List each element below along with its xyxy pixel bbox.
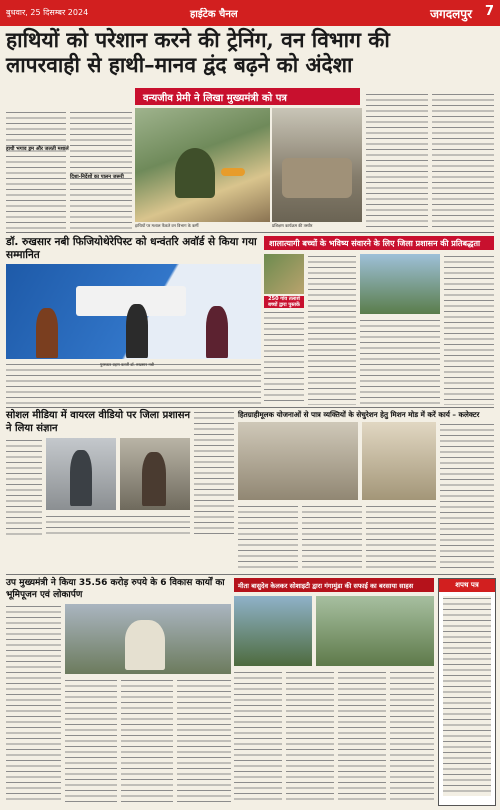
meeta-text-col2 <box>286 670 334 804</box>
affidavit-ad-title: शपथ पत्र <box>439 579 495 592</box>
social-photo-1 <box>46 438 116 510</box>
school-subhead: 250 गांव तलाशे बच्चों द्वारा पुस्तकें <box>264 296 304 308</box>
lead-photo-1 <box>135 108 270 222</box>
lead-headline-line2: लापरवाही से हाथी–मानव द्वंद बढ़ने को अंदेशा <box>6 51 353 77</box>
edition-city: जगदलपुर <box>430 7 472 21</box>
cm-text-col4 <box>177 678 231 804</box>
meeta-photo-1 <box>234 596 312 666</box>
award-photo <box>6 264 261 359</box>
cm-text-col1 <box>6 604 61 804</box>
divider <box>6 407 494 408</box>
meeta-text-col3 <box>338 670 386 804</box>
cm-text-col3 <box>121 678 173 804</box>
meeta-banner: मीता बासुदेव केलकर सोशाइटी द्वारा गंगामुंडा की सफाई का बरसाया साहस <box>234 578 434 592</box>
award-caption: पुरस्कार ग्रहण करतीं डॉ. रुखसार नबी <box>100 362 154 367</box>
cm-headline: उप मुख्यमंत्री ने किया 35.56 करोड़ रुपये के 6 विकास कार्यों का भूमिपूजन एवं लोकार्पण <box>6 578 225 600</box>
welfare-text-col3 <box>366 504 436 572</box>
welfare-photo-2 <box>362 422 436 500</box>
school-banner: शालात्यागी बच्चों के भविष्य संवारने के लिए जिला प्रशासन की प्रतिबद्धता <box>264 236 494 250</box>
social-person-2 <box>142 452 166 506</box>
cm-photo <box>65 604 231 674</box>
lead-caption-1: हाथियों पर मशाल फेंकते वन विभाग के कर्मी <box>135 223 199 228</box>
meeta-text-col1 <box>234 670 282 804</box>
award-person-2 <box>126 304 148 358</box>
meeta-photo-2 <box>316 596 434 666</box>
affidavit-ad-text <box>443 596 491 796</box>
welfare-headline: हितग्राहीमूलक योजनाओं से पात्र व्यक्तियों के सेचुरेशन हेतु मिशन मोड में करें कार्य – कलेक्टर <box>238 410 480 419</box>
school-list <box>444 254 494 405</box>
social-headline: सोशल मीडिया में वायरल वीडियो पर जिला प्रशासन ने लिया संज्ञान <box>6 410 191 434</box>
masthead-bar <box>0 0 500 26</box>
lead-subhead-2: दिशा-निर्देशों का पालन जरूरी <box>70 174 124 180</box>
lead-caption-2: प्रशिक्षण कार्यक्रम की तस्वीर <box>272 223 313 228</box>
award-person-3 <box>206 306 228 358</box>
award-person-1 <box>36 308 58 358</box>
lead-headline <box>6 28 494 78</box>
divider <box>6 232 494 233</box>
award-text <box>6 362 261 404</box>
social-text-col2 <box>46 514 190 538</box>
lead-photo-1-figure <box>175 148 215 198</box>
lead-photo-1-torch <box>221 168 245 176</box>
award-headline: डॉ. रुखसार नबी फिजियोथेरेपिस्ट को धन्वंतरि अवॉर्ड से किया गया सम्मानित <box>6 236 257 261</box>
paper-name: हाईटेक चैनल <box>190 9 238 20</box>
page-number: 7 <box>484 4 494 19</box>
lead-text-col3 <box>366 92 428 230</box>
affidavit-ad <box>438 578 496 806</box>
cm-text-col2 <box>65 678 117 804</box>
meeta-text-col4 <box>390 670 434 804</box>
divider <box>6 574 494 575</box>
issue-date: बुधवार, 25 दिसम्बर 2024 <box>6 8 89 17</box>
lead-subhead-1: हाथी भगाव ड्रम और जलती मशालें <box>6 146 69 152</box>
lead-headline-line1: हाथियों को परेशान करने की ट्रेनिंग, वन विभाग की <box>6 27 390 52</box>
welfare-photo-1 <box>238 422 358 500</box>
welfare-text-col4 <box>440 422 494 572</box>
lead-text-col2 <box>70 110 132 230</box>
social-text-col3 <box>194 410 234 538</box>
social-photo-2 <box>120 438 190 510</box>
cm-person <box>125 620 165 670</box>
welfare-text-col1 <box>238 504 298 572</box>
school-text-col1 <box>264 310 304 405</box>
lead-photo-2 <box>272 108 362 222</box>
lead-text-col1 <box>6 110 66 230</box>
lead-text-col4 <box>432 92 494 230</box>
school-photo-2 <box>360 254 440 314</box>
social-person-1 <box>70 450 92 506</box>
lead-photo-2-group <box>282 158 352 198</box>
welfare-text-col2 <box>302 504 362 572</box>
school-text-col3 <box>360 318 440 405</box>
school-text-col2 <box>308 254 356 405</box>
school-photo-1 <box>264 254 304 294</box>
lead-banner: वन्यजीव प्रेमी ने लिखा मुख्यमंत्री को पत्र <box>135 88 360 105</box>
social-text-col1 <box>6 438 42 538</box>
